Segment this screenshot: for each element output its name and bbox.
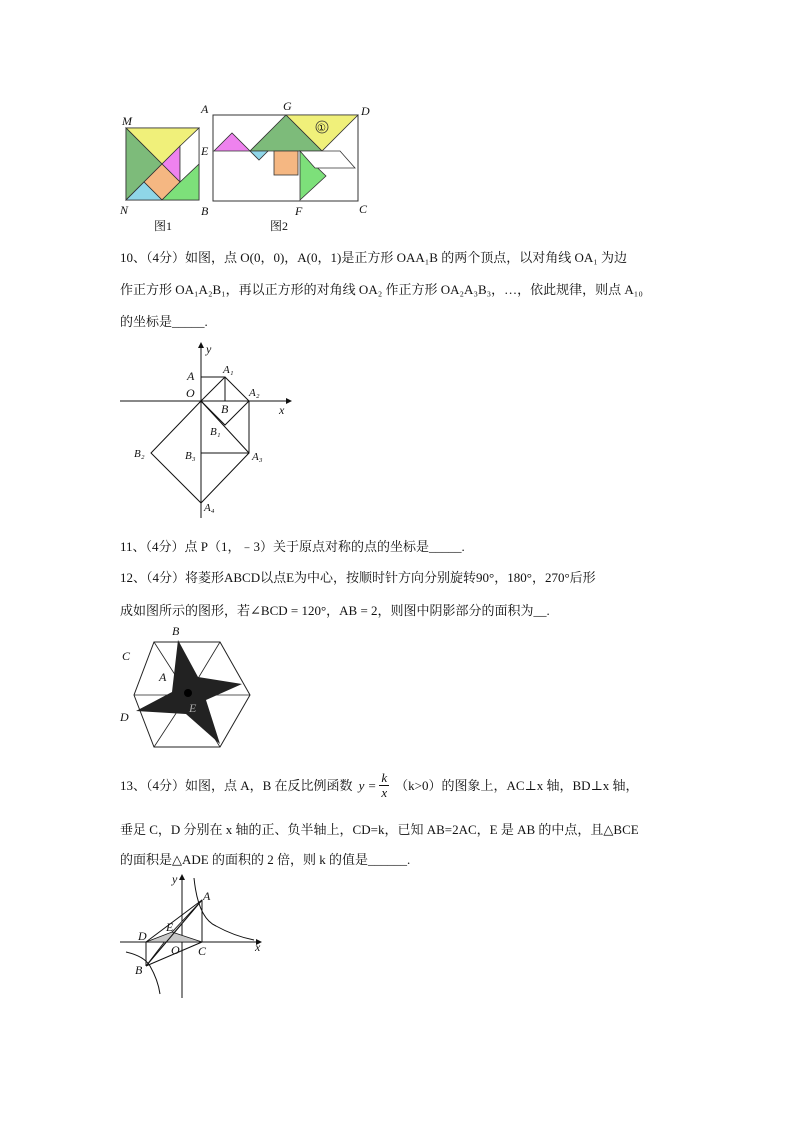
fig1-label-m: M <box>122 114 132 128</box>
q13-figure <box>116 870 276 1000</box>
q13-line-1-suffix: （k>0）的图象上，AC⊥x 轴，BD⊥x 轴， <box>395 777 639 793</box>
q10-line-3: 的坐标是_____. <box>120 314 208 329</box>
q10-figure <box>118 340 298 520</box>
q10-label-y: y <box>206 342 212 356</box>
q10-label-a: A <box>187 369 195 383</box>
q13-line-1-prefix: 13、（4分）如图，点 A，B 在反比例函数 <box>120 777 353 793</box>
fig1-caption: 图1 <box>154 219 173 233</box>
q10-line-2: 作正方形 OA₁A₂B₁，再以正方形的对角线 OA₂ 作正方形 OA₂A₃B₃，…，依此规律，则点 A₁₀ <box>120 282 643 297</box>
fig2-label-f: F <box>295 204 303 218</box>
q13-label-a: A <box>203 889 211 903</box>
q10-label-a1: A₁ <box>223 364 234 376</box>
q12-label-d: D <box>120 710 129 724</box>
q12-label-b: B <box>172 624 180 638</box>
q13-line-2: 垂足 C，D 分别在 x 轴的正、负半轴上，CD=k，已知 AB=2AC，E 是 AB 的中点，且△BCE <box>120 822 639 837</box>
q10-label-b: B <box>221 402 229 416</box>
fig2-label-a: A <box>201 102 209 116</box>
q13-label-e: E <box>166 920 174 934</box>
q10-label-o: O <box>186 386 195 400</box>
q13-label-d: D <box>138 929 147 943</box>
q10-label-a4: A₄ <box>204 502 215 514</box>
q13-label-y: y <box>172 872 178 886</box>
q13-line-3: 的面积是△ADE 的面积的 2 倍，则 k 的值是______. <box>120 852 411 867</box>
q10-label-b2: B₂ <box>134 448 145 460</box>
fig1-label-n: N <box>120 203 129 217</box>
fig2-caption: 图2 <box>270 219 289 233</box>
q10-label-x: x <box>279 403 285 417</box>
q12-label-a: A <box>159 670 167 684</box>
q13-formula-numerator: k <box>381 770 388 785</box>
fig2-label-d: D <box>361 104 370 118</box>
q12-label-c: C <box>122 649 131 663</box>
q13-formula-denominator: x <box>381 785 388 800</box>
tangram-figure-2 <box>200 99 370 233</box>
q10-label-b3: B₃ <box>185 450 196 462</box>
circle-one-label: ① <box>317 123 326 134</box>
q13-formula <box>359 771 390 800</box>
q12-line-2: 成如图所示的图形，若∠BCD = 120°，AB = 2，则图中阴影部分的面积为__. <box>120 603 550 618</box>
q13-label-x: x <box>255 940 261 954</box>
q12-label-e: E <box>189 701 197 715</box>
q13-label-o: O <box>171 943 180 957</box>
fig2-label-c: C <box>359 202 368 216</box>
fig1-label-b: B <box>201 204 209 218</box>
fig2-label-e: E <box>201 144 209 158</box>
q12-figure <box>116 620 276 752</box>
q13-formula-y: y = <box>358 777 377 793</box>
q11-line-1: 11、（4分）点 P（1，﹣3）关于原点对称的点的坐标是_____. <box>120 539 465 554</box>
q10-label-a3: A₃ <box>252 451 263 463</box>
q13-line-1 <box>120 771 639 800</box>
q10-line-1: 10、（4分）如图，点 O(0，0)，A(0，1)是正方形 OAA₁B 的两个顶点，以对角线 OA₁ 为边 <box>120 250 628 265</box>
fig2-label-g: G <box>283 99 292 113</box>
tangram-figure <box>110 96 380 238</box>
tangram-figure-1 <box>119 114 209 233</box>
q13-label-b: B <box>135 963 143 977</box>
q10-label-b1: B₁ <box>210 426 221 438</box>
q13-label-c: C <box>198 944 207 958</box>
q10-label-a2: A₂ <box>249 387 260 399</box>
q12-line-1: 12、（4分）将菱形ABCD以点E为中心，按顺时针方向分别旋转90°，180°，270°后形 <box>120 570 596 585</box>
